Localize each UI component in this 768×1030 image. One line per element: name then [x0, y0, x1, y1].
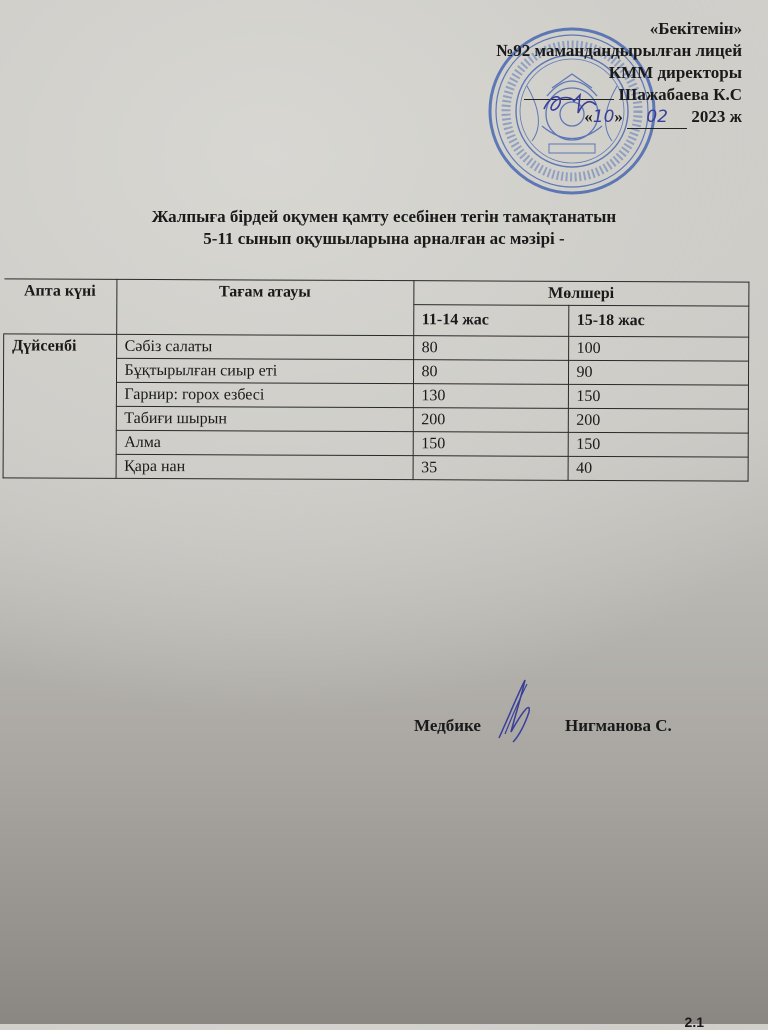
- day-cell: Дүйсенбі: [3, 334, 116, 478]
- age2-cell: 40: [568, 456, 749, 481]
- dish-cell: Табиғи шырын: [116, 406, 413, 431]
- age2-cell: 100: [568, 336, 749, 361]
- table-row: [3, 454, 748, 481]
- date-day: 10: [592, 107, 615, 127]
- table-header-row: [4, 279, 749, 306]
- age1-cell: 200: [413, 408, 568, 433]
- age1-cell: 130: [413, 384, 568, 409]
- header-age-11-14: 11-14 жас: [413, 305, 568, 337]
- header-age-15-18: 15-18 жас: [568, 305, 749, 337]
- age2-cell: 150: [568, 432, 749, 457]
- table-row: [3, 358, 748, 385]
- age1-cell: 150: [413, 432, 568, 457]
- nurse-name: Нигманова С.: [564, 716, 672, 735]
- director-name: Шажабаева К.С: [618, 85, 742, 104]
- nurse-signature-block: [414, 706, 672, 746]
- age2-cell: 150: [568, 384, 749, 409]
- header-day: Апта күні: [4, 279, 117, 334]
- title-line-1: Жалпыға бірдей оқумен қамту есебінен тегін тамақтанатын: [151, 207, 617, 226]
- approval-director-line: [496, 84, 742, 106]
- approval-heading: «Бекітемін»: [649, 19, 742, 38]
- director-signature-icon: [540, 91, 610, 117]
- document-title: [0, 206, 768, 250]
- handwritten-signature-icon: [491, 676, 551, 746]
- approval-position: КММ директоры: [608, 63, 742, 82]
- age1-cell: 80: [413, 360, 568, 385]
- nurse-role: Медбике: [414, 716, 481, 735]
- approval-school: №92 мамандандырылған лицей: [496, 41, 742, 60]
- table-row: [3, 430, 748, 457]
- menu-table: [3, 278, 750, 481]
- date-year: 2023 ж: [691, 107, 742, 126]
- date-month: 02: [646, 107, 668, 127]
- age2-cell: 90: [568, 360, 749, 385]
- age1-cell: 80: [413, 336, 568, 361]
- dish-cell: Қара нан: [116, 454, 413, 479]
- dish-cell: Гарнир: горох езбесі: [116, 382, 413, 407]
- header-amount: Мөлшері: [413, 281, 749, 306]
- title-line-2: 5-11 сынып оқушыларына арналған ас мәзірі -: [203, 229, 565, 248]
- dish-cell: Сәбіз салаты: [116, 334, 413, 359]
- table-row: [4, 334, 749, 361]
- director-signature-line: [524, 99, 614, 100]
- age2-cell: 200: [568, 408, 749, 433]
- table-row: [3, 382, 748, 409]
- dish-cell: Алма: [116, 430, 413, 455]
- page-number: 2.1: [684, 1014, 704, 1030]
- age1-cell: 35: [413, 456, 568, 481]
- header-dish: Тағам атауы: [116, 279, 413, 335]
- approval-date: «10» 02 2023 ж: [584, 107, 742, 127]
- dish-cell: Бұқтырылған сиыр еті: [116, 358, 413, 383]
- table-row: [3, 406, 748, 433]
- approval-block: [496, 18, 742, 129]
